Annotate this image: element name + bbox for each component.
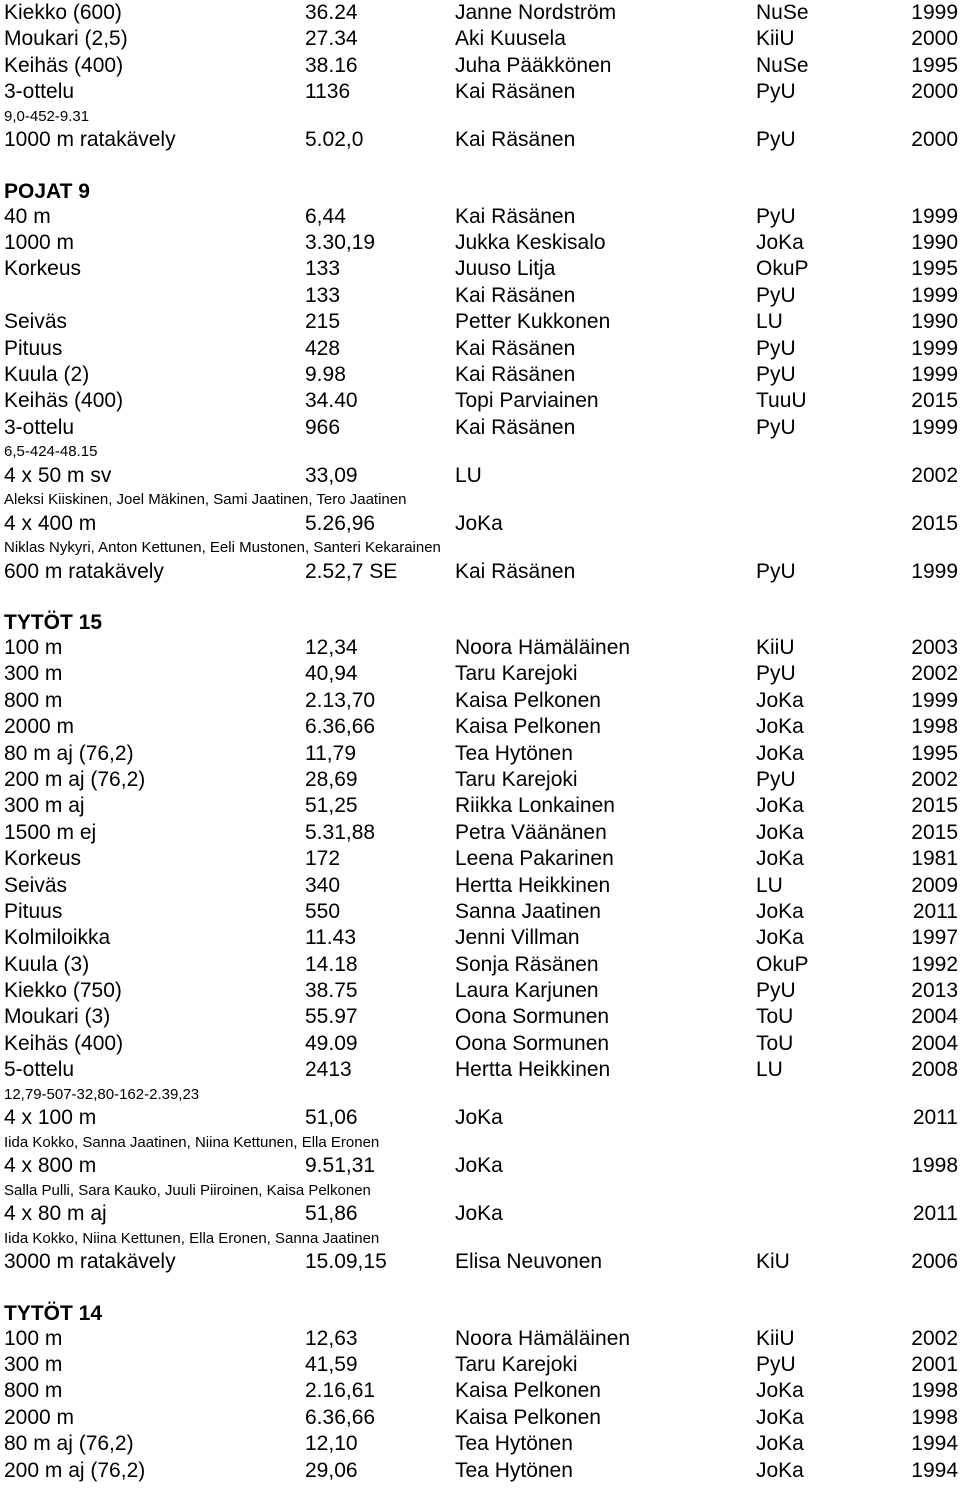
club-cell: KiiU [756,636,795,660]
club-cell: JoKa [756,1405,804,1429]
section-heading [0,172,960,204]
record-row [0,53,960,79]
section-heading [0,603,960,635]
athlete-cell: Kai Räsänen [455,336,576,360]
record-row [0,1031,960,1057]
athlete-cell: Hertta Heikkinen [455,1058,611,1082]
club-cell: JoKa [756,820,804,844]
club-cell: JoKa [756,847,804,871]
year-cell: 2009 [911,873,958,897]
club-cell: JoKa [756,899,804,923]
event-cell: 1000 m ratakävely [4,128,176,152]
year-cell: 1999 [911,559,958,583]
record-row [0,688,960,714]
event-cell: 3-ottelu [4,415,75,439]
result-cell: 27.34 [305,27,358,51]
year-cell: 2001 [911,1352,958,1376]
event-cell: 300 m [4,662,63,686]
record-row [0,336,960,362]
event-cell: Keihäs (400) [4,1031,124,1055]
year-cell: 1998 [911,715,958,739]
record-row [0,767,960,793]
note-text: Niklas Nykyri, Anton Kettunen, Eeli Mustonen, Santeri Kekarainen [4,539,441,557]
club-cell: ToU [756,1031,794,1055]
record-row [0,127,960,153]
event-cell: 100 m [4,636,63,660]
event-cell: 300 m [4,1352,63,1376]
athlete-cell: Sanna Jaatinen [455,899,601,923]
record-row [0,846,960,872]
result-cell: 340 [305,873,341,897]
result-cell: 1136 [305,80,351,104]
club-cell: JoKa [756,688,804,712]
year-cell: 1995 [911,741,958,765]
record-row [0,925,960,951]
event-cell: 800 m [4,688,63,712]
club-cell: KiU [756,1250,790,1274]
event-cell: 4 x 100 m [4,1106,97,1130]
year-cell: 2011 [912,899,958,923]
result-cell: 215 [305,310,341,334]
year-cell: 1981 [911,847,958,871]
event-cell: 3000 m ratakävely [4,1250,176,1274]
record-row [0,714,960,740]
year-cell: 2008 [911,1058,958,1082]
result-cell: 38.16 [305,53,358,77]
record-note [0,106,960,128]
result-cell: 38.75 [305,979,358,1003]
athlete-cell: Kai Räsänen [455,128,576,152]
year-cell: 1998 [911,1379,958,1403]
athlete-cell: Taru Karejoki [455,662,578,686]
year-cell: 1995 [911,53,958,77]
club-cell: PyU [756,559,796,583]
result-cell: 9.98 [305,362,346,386]
club-cell: JoKa [756,1379,804,1403]
result-cell: 34.40 [305,389,358,413]
record-row [0,1153,960,1179]
athlete-cell: Jenni Villman [455,926,580,950]
athlete-cell: Kaisa Pelkonen [455,1405,601,1429]
athlete-cell: Kai Räsänen [455,204,576,228]
year-cell: 1998 [911,1154,958,1178]
athlete-cell: Laura Karjunen [455,979,599,1003]
event-cell: Kolmiloikka [4,926,111,950]
athlete-cell: Kaisa Pelkonen [455,688,601,712]
athlete-cell: Kaisa Pelkonen [455,715,601,739]
athlete-cell: Kai Räsänen [455,283,576,307]
year-cell: 1995 [911,257,958,281]
club-cell: JoKa [756,1458,804,1482]
year-cell: 2002 [911,767,958,791]
result-cell: 550 [305,899,341,923]
result-cell: 14.18 [305,952,358,976]
records-section [0,1294,960,1484]
event-cell: Kuula (2) [4,362,90,386]
year-cell: 2004 [911,1005,958,1029]
club-cell: KiiU [756,27,795,51]
record-row [0,873,960,899]
athlete-cell: Sonja Räsänen [455,952,599,976]
event-cell: 5-ottelu [4,1058,75,1082]
result-cell: 49.09 [305,1031,358,1055]
record-row [0,1105,960,1131]
record-row [0,362,960,388]
year-cell: 1999 [911,362,958,386]
club-cell: LU [756,1058,783,1082]
club-cell: PyU [756,662,796,686]
club-cell: JoKa [756,794,804,818]
result-cell: 133 [305,257,341,281]
club-cell: JoKa [756,741,804,765]
club-cell: JoKa [756,1432,804,1456]
club-cell: LU [756,873,783,897]
athlete-cell: Taru Karejoki [455,1352,578,1376]
result-cell: 2.16,61 [305,1379,376,1403]
event-cell: Kuula (3) [4,952,90,976]
section-gap [0,1276,960,1294]
record-row [0,26,960,52]
year-cell: 1999 [911,204,958,228]
event-cell: Korkeus [4,257,82,281]
event-cell: 1500 m ej [4,820,97,844]
athlete-cell: Petter Kukkonen [455,310,611,334]
athlete-cell: JoKa [455,1106,503,1130]
year-cell: 2000 [911,80,958,104]
club-cell: KiiU [756,1326,795,1350]
year-cell: 1999 [911,1,958,24]
event-cell: 40 m [4,204,51,228]
record-row [0,1431,960,1457]
club-cell: PyU [756,767,796,791]
year-cell: 2011 [912,1106,958,1130]
club-cell: JoKa [756,926,804,950]
record-row [0,283,960,309]
record-row [0,79,960,105]
year-cell: 1999 [911,415,958,439]
event-cell: 4 x 800 m [4,1154,97,1178]
club-cell: NuSe [756,1,809,24]
year-cell: 2015 [911,389,958,413]
year-cell: 1999 [911,283,958,307]
event-cell: Keihäs (400) [4,53,124,77]
record-row [0,309,960,335]
club-cell: PyU [756,80,796,104]
event-cell: Seiväs [4,310,68,334]
event-cell: 300 m aj [4,794,85,818]
result-cell: 40,94 [305,662,358,686]
result-cell: 51,06 [305,1106,358,1130]
record-row [0,415,960,441]
year-cell: 1994 [911,1458,958,1482]
club-cell: PyU [756,415,796,439]
year-cell: 2002 [911,662,958,686]
club-cell: OkuP [756,952,809,976]
result-cell: 966 [305,415,341,439]
year-cell: 1999 [911,688,958,712]
result-cell: 6.36,66 [305,1405,376,1429]
result-cell: 41,59 [305,1352,358,1376]
year-cell: 1992 [911,952,958,976]
year-cell: 1994 [911,1432,958,1456]
event-cell: 1000 m [4,230,75,254]
event-cell: 600 m ratakävely [4,559,164,583]
record-note [0,1180,960,1202]
event-cell: Moukari (2,5) [4,27,128,51]
event-cell: 2000 m [4,1405,75,1429]
record-row [0,978,960,1004]
result-cell: 29,06 [305,1458,358,1482]
year-cell: 2006 [911,1250,958,1274]
club-cell: ToU [756,1005,794,1029]
result-cell: 36.24 [305,1,358,24]
club-cell: PyU [756,979,796,1003]
club-cell: NuSe [756,53,809,77]
record-note [0,1132,960,1154]
club-cell: LU [756,310,783,334]
club-cell: PyU [756,128,796,152]
result-cell: 3.30,19 [305,230,376,254]
event-cell: Moukari (3) [4,1005,111,1029]
record-row [0,741,960,767]
athlete-cell: Riikka Lonkainen [455,794,615,818]
event-cell: Keihäs (400) [4,389,124,413]
result-cell: 5.31,88 [305,820,376,844]
event-cell: Pituus [4,899,63,923]
club-cell: PyU [756,283,796,307]
athlete-cell: Hertta Heikkinen [455,873,611,897]
athlete-cell: Noora Hämäläinen [455,636,631,660]
athlete-cell: JoKa [455,511,503,535]
record-row [0,511,960,537]
record-row [0,388,960,414]
note-text: 6,5-424-48.15 [4,443,98,461]
club-cell: JoKa [756,230,804,254]
athlete-cell: Jukka Keskisalo [455,230,606,254]
athlete-cell: Topi Parviainen [455,389,599,413]
athlete-cell: Kai Räsänen [455,415,576,439]
record-row [0,1352,960,1378]
record-row [0,635,960,661]
year-cell: 2015 [911,820,958,844]
record-note [0,1084,960,1106]
record-note [0,537,960,559]
record-row [0,1249,960,1275]
event-cell: Seiväs [4,873,68,897]
result-cell: 172 [305,847,341,871]
event-cell: 2000 m [4,715,75,739]
event-cell: Pituus [4,336,63,360]
year-cell: 1997 [911,926,958,950]
result-cell: 33,09 [305,463,358,487]
result-cell: 6,44 [305,204,346,228]
event-cell: 4 x 80 m aj [4,1202,107,1226]
record-row [0,1378,960,1404]
athlete-cell: Kai Räsänen [455,559,576,583]
section-heading-text: TYTÖT 15 [4,611,103,635]
result-cell: 12,34 [305,636,358,660]
athlete-cell: Juha Pääkkönen [455,53,612,77]
result-cell: 51,25 [305,794,358,818]
club-cell: OkuP [756,257,809,281]
note-text: 12,79-507-32,80-162-2.39,23 [4,1085,200,1103]
athlete-cell: Kai Räsänen [455,80,576,104]
athlete-cell: Janne Nordström [455,1,617,24]
record-row [0,1326,960,1352]
record-row [0,793,960,819]
event-cell: 3-ottelu [4,80,75,104]
record-row [0,0,960,26]
year-cell: 2002 [911,1326,958,1350]
result-cell: 55.97 [305,1005,358,1029]
event-cell: 100 m [4,1326,63,1350]
result-cell: 51,86 [305,1202,358,1226]
result-cell: 5.26,96 [305,511,376,535]
athlete-cell: Aki Kuusela [455,27,566,51]
club-cell: PyU [756,336,796,360]
event-cell: 200 m aj (76,2) [4,767,146,791]
result-cell: 2413 [305,1058,352,1082]
event-cell: Kiekko (600) [4,1,122,24]
result-cell: 11.43 [305,926,356,950]
athlete-cell: LU [455,463,482,487]
year-cell: 2015 [911,511,958,535]
year-cell: 2015 [911,794,958,818]
year-cell: 1990 [911,310,958,334]
record-row [0,204,960,230]
event-cell: 800 m [4,1379,63,1403]
note-text: Iida Kokko, Niina Kettunen, Ella Eronen, Sanna Jaatinen [4,1229,380,1247]
record-row [0,1458,960,1484]
record-note [0,441,960,463]
records-section [0,603,960,1276]
athlete-cell: Tea Hytönen [455,1458,573,1482]
record-row [0,1057,960,1083]
record-row [0,559,960,585]
athlete-cell: Kai Räsänen [455,362,576,386]
record-note [0,1228,960,1250]
note-text: Salla Pulli, Sara Kauko, Juuli Piiroinen, Kaisa Pelkonen [4,1181,371,1199]
year-cell: 2000 [911,27,958,51]
result-cell: 28,69 [305,767,358,791]
athlete-cell: JoKa [455,1154,503,1178]
athlete-cell: Noora Hämäläinen [455,1326,631,1350]
event-cell: 80 m aj (76,2) [4,741,134,765]
year-cell: 1990 [911,230,958,254]
result-cell: 5.02,0 [305,128,364,152]
record-row [0,256,960,282]
athlete-cell: Juuso Litja [455,257,556,281]
athlete-cell: Petra Väänänen [455,820,607,844]
year-cell: 2013 [911,979,958,1003]
athlete-cell: JoKa [455,1202,503,1226]
section-gap [0,585,960,603]
athlete-cell: Oona Sormunen [455,1005,610,1029]
club-cell: PyU [756,204,796,228]
athlete-cell: Elisa Neuvonen [455,1250,603,1274]
year-cell: 2000 [911,128,958,152]
records-section [0,172,960,585]
event-cell: Kiekko (750) [4,979,122,1003]
record-row [0,952,960,978]
result-cell: 9.51,31 [305,1154,376,1178]
section-heading [0,1294,960,1326]
record-row [0,1201,960,1227]
result-cell: 11,79 [305,741,356,765]
year-cell: 1999 [911,336,958,360]
event-cell: 4 x 50 m sv [4,463,112,487]
record-row [0,1004,960,1030]
section-gap [0,154,960,172]
result-cell: 6.36,66 [305,715,376,739]
record-row [0,820,960,846]
record-row [0,899,960,925]
year-cell: 1998 [911,1405,958,1429]
note-text: 9,0-452-9.31 [4,107,90,125]
result-cell: 15.09,15 [305,1250,387,1274]
athlete-cell: Taru Karejoki [455,767,578,791]
result-cell: 428 [305,336,341,360]
result-cell: 133 [305,283,341,307]
record-note [0,489,960,511]
club-cell: PyU [756,1352,796,1376]
athlete-cell: Kaisa Pelkonen [455,1379,601,1403]
year-cell: 2004 [911,1031,958,1055]
club-cell: JoKa [756,715,804,739]
section-heading-text: POJAT 9 [4,179,90,203]
record-row [0,661,960,687]
event-cell: 80 m aj (76,2) [4,1432,134,1456]
event-cell: 4 x 400 m [4,511,97,535]
records-section [0,0,960,154]
note-text: Aleksi Kiiskinen, Joel Mäkinen, Sami Jaatinen, Tero Jaatinen [4,491,407,509]
result-cell: 12,63 [305,1326,358,1350]
section-heading-text: TYTÖT 14 [4,1301,103,1325]
result-cell: 12,10 [305,1432,358,1456]
club-cell: PyU [756,362,796,386]
club-cell: TuuU [756,389,807,413]
year-cell: 2002 [911,463,958,487]
athlete-cell: Oona Sormunen [455,1031,610,1055]
event-cell: Korkeus [4,847,82,871]
record-row [0,1405,960,1431]
record-row [0,230,960,256]
result-cell: 2.13,70 [305,688,376,712]
result-cell: 2.52,7 SE [305,559,398,583]
year-cell: 2011 [912,1202,958,1226]
athlete-cell: Tea Hytönen [455,1432,573,1456]
athlete-cell: Tea Hytönen [455,741,573,765]
note-text: Iida Kokko, Sanna Jaatinen, Niina Kettunen, Ella Eronen [4,1133,380,1151]
event-cell: 200 m aj (76,2) [4,1458,146,1482]
record-row [0,463,960,489]
athlete-cell: Leena Pakarinen [455,847,614,871]
year-cell: 2003 [911,636,958,660]
